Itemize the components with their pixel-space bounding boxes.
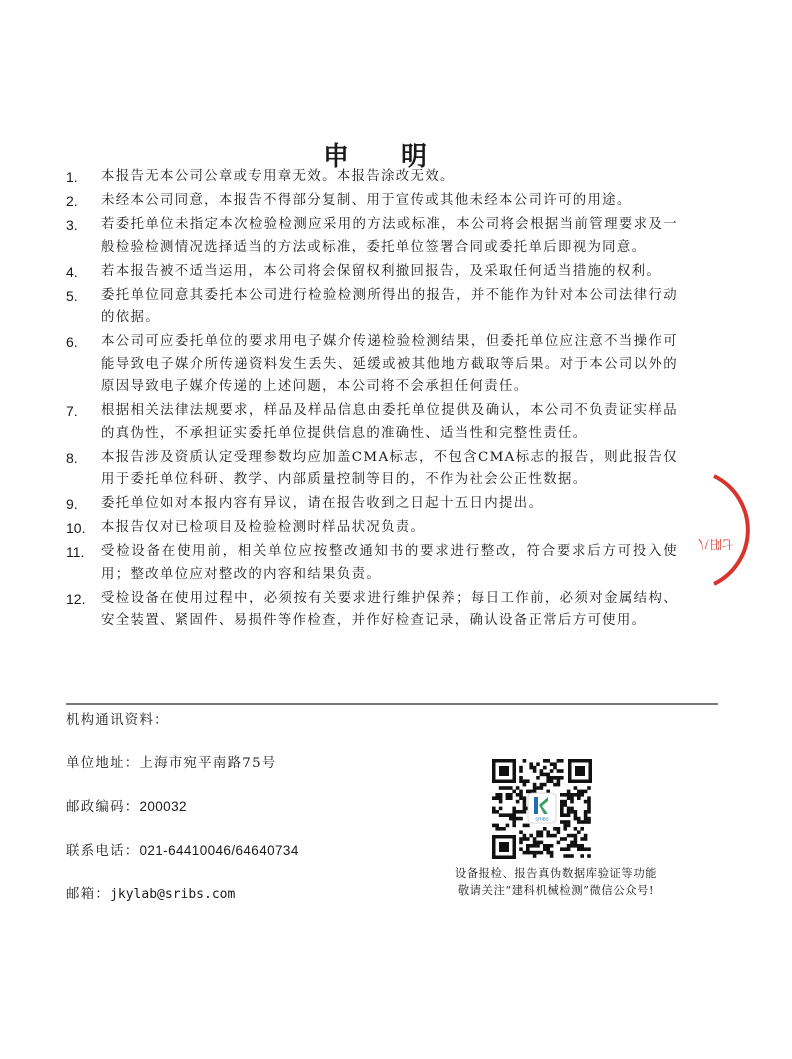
qr-module bbox=[523, 837, 527, 841]
qr-module bbox=[526, 844, 530, 848]
qr-module bbox=[567, 807, 571, 811]
qr-module bbox=[509, 813, 513, 817]
qr-module bbox=[546, 844, 550, 848]
qr-module bbox=[574, 813, 578, 817]
qr-module bbox=[584, 847, 588, 851]
qr-module bbox=[587, 820, 591, 824]
qr-module bbox=[577, 844, 581, 848]
qr-module bbox=[563, 800, 567, 804]
qr-module bbox=[509, 817, 513, 821]
qr-module bbox=[516, 817, 520, 821]
qr-module bbox=[580, 793, 584, 797]
qr-module bbox=[523, 803, 527, 807]
qr-module bbox=[536, 834, 540, 838]
qr-module bbox=[516, 786, 520, 790]
qr-module bbox=[570, 854, 574, 858]
page-title: 申明 bbox=[322, 142, 479, 172]
qr-module bbox=[546, 773, 550, 777]
qr-module bbox=[557, 759, 561, 763]
qr-module bbox=[577, 817, 581, 821]
qr-module bbox=[546, 847, 550, 851]
qr-module bbox=[516, 800, 520, 804]
email-label: 邮箱： bbox=[66, 887, 111, 902]
statement-number: 4. bbox=[66, 263, 78, 280]
statement-text: 委托单位同意其委托本公司进行检验检测所得出的报告，并不能作为针对本公司法律行动的依据。 bbox=[101, 287, 678, 325]
qr-module bbox=[529, 844, 533, 848]
statement-text: 受检设备在使用过程中，必须按有关要求进行维护保养；每日工作前，必须对金属结构、安全装置、紧固件、易损件等作检查，并作好检查记录，确认设备正常后方可使用。 bbox=[101, 590, 678, 628]
qr-module bbox=[495, 796, 499, 800]
statement-number: 7. bbox=[66, 403, 78, 419]
qr-module bbox=[580, 844, 584, 848]
address-value: 上海市宛平南路75号 bbox=[139, 756, 277, 771]
statement-item bbox=[66, 190, 678, 213]
qr-module bbox=[580, 837, 584, 841]
qr-module bbox=[499, 793, 503, 797]
statement-number: 12. bbox=[66, 590, 86, 607]
sribs-logo-icon bbox=[528, 793, 556, 823]
contact-phone bbox=[66, 840, 299, 859]
qr-module bbox=[543, 759, 547, 763]
qr-module bbox=[506, 813, 510, 817]
qr-module bbox=[516, 793, 520, 797]
qr-module bbox=[536, 851, 540, 855]
qr-module bbox=[584, 834, 588, 838]
qr-module bbox=[540, 769, 544, 773]
qr-module bbox=[512, 824, 516, 828]
qr-module bbox=[560, 776, 564, 780]
qr-module bbox=[536, 776, 540, 780]
qr-module bbox=[533, 837, 537, 841]
qr-module bbox=[533, 841, 537, 845]
qr-module bbox=[574, 841, 578, 845]
red-seal-stamp bbox=[697, 470, 792, 590]
qr-module bbox=[563, 813, 567, 817]
qr-module bbox=[577, 790, 581, 794]
contact-email bbox=[66, 883, 235, 902]
qr-module bbox=[512, 820, 516, 824]
qr-module bbox=[574, 834, 578, 838]
contact-address bbox=[66, 752, 277, 771]
qr-module bbox=[574, 844, 578, 848]
qr-module bbox=[574, 810, 578, 814]
statement-number: 1. bbox=[66, 169, 78, 185]
qr-module bbox=[502, 827, 506, 831]
qr-module bbox=[502, 813, 506, 817]
statement-text: 本报告涉及资质认定受理参数均应加盖CMA标志，不包含CMA标志的报告，则此报告仅用于委托单位科研、教学、内部质量控制等目的，不作为社会公正性数据。 bbox=[101, 449, 678, 487]
qr-module bbox=[570, 793, 574, 797]
qr-module bbox=[563, 824, 567, 828]
statement-text: 委托单位如对本报内容有异议，请在报告收到之日起十五日内提出。 bbox=[101, 496, 544, 511]
statement-item bbox=[66, 166, 678, 189]
qr-module bbox=[553, 783, 557, 787]
qr-module bbox=[543, 844, 547, 848]
qr-module bbox=[587, 847, 591, 851]
qr-module bbox=[523, 807, 527, 811]
qr-module bbox=[519, 830, 523, 834]
qr-module bbox=[512, 817, 516, 821]
qr-module bbox=[584, 813, 588, 817]
qr-module bbox=[540, 834, 544, 838]
qr-module bbox=[533, 766, 537, 770]
qr-module bbox=[570, 844, 574, 848]
qr-finder-top-left bbox=[492, 759, 516, 783]
statement-number: 2. bbox=[66, 193, 78, 209]
qr-module bbox=[580, 827, 584, 831]
qr-module bbox=[553, 766, 557, 770]
qr-caption-line-1: 设备报检、报告真伪数据库验证等功能 bbox=[454, 867, 658, 880]
qr-module bbox=[506, 786, 510, 790]
qr-module bbox=[574, 793, 578, 797]
qr-module bbox=[543, 773, 547, 777]
qr-module bbox=[536, 786, 540, 790]
qr-finder-top-right bbox=[568, 759, 592, 783]
qr-module bbox=[512, 790, 516, 794]
qr-module bbox=[533, 851, 537, 855]
qr-module bbox=[577, 793, 581, 797]
qr-module bbox=[550, 762, 554, 766]
qr-module bbox=[563, 847, 567, 851]
qr-module bbox=[567, 796, 571, 800]
qr-module bbox=[570, 796, 574, 800]
qr-module bbox=[499, 796, 503, 800]
qr-module bbox=[553, 776, 557, 780]
qr-module bbox=[553, 834, 557, 838]
qr-module bbox=[560, 820, 564, 824]
qr-module bbox=[580, 854, 584, 858]
qr-module bbox=[560, 793, 564, 797]
statement-item bbox=[66, 447, 678, 492]
qr-module bbox=[492, 796, 496, 800]
qr-module bbox=[499, 800, 503, 804]
qr-module bbox=[519, 769, 523, 773]
qr-module bbox=[557, 841, 561, 845]
qr-module bbox=[563, 803, 567, 807]
qr-module bbox=[567, 847, 571, 851]
qr-module bbox=[519, 766, 523, 770]
statement-list bbox=[66, 166, 678, 634]
qr-module bbox=[502, 786, 506, 790]
statement-number: 5. bbox=[66, 287, 78, 304]
qr-module bbox=[512, 810, 516, 814]
qr-module bbox=[523, 759, 527, 763]
qr-module bbox=[523, 796, 527, 800]
qr-module bbox=[543, 766, 547, 770]
qr-module bbox=[512, 813, 516, 817]
qr-module bbox=[519, 790, 523, 794]
qr-module bbox=[553, 827, 557, 831]
qr-module bbox=[533, 783, 537, 787]
qr-module bbox=[580, 847, 584, 851]
qr-module bbox=[506, 793, 510, 797]
qr-module bbox=[584, 817, 588, 821]
qr-module bbox=[570, 807, 574, 811]
qr-module bbox=[519, 810, 523, 814]
qr-module bbox=[546, 830, 550, 834]
qr-module bbox=[570, 841, 574, 845]
qr-module bbox=[560, 807, 564, 811]
statement-item bbox=[66, 285, 678, 330]
statement-number: 11. bbox=[66, 544, 85, 560]
qr-module bbox=[580, 790, 584, 794]
qr-module bbox=[550, 779, 554, 783]
qr-module bbox=[519, 837, 523, 841]
qr-module bbox=[523, 824, 527, 828]
qr-module bbox=[560, 769, 564, 773]
qr-module bbox=[519, 776, 523, 780]
qr-module bbox=[546, 779, 550, 783]
qr-module bbox=[584, 800, 588, 804]
qr-module bbox=[506, 796, 510, 800]
qr-module bbox=[563, 793, 567, 797]
contact-heading: 机构通讯资料： bbox=[66, 713, 169, 728]
qr-module bbox=[577, 820, 581, 824]
statement-item bbox=[66, 493, 678, 516]
qr-module bbox=[536, 762, 540, 766]
qr-module bbox=[563, 854, 567, 858]
qr-module bbox=[560, 800, 564, 804]
qr-module bbox=[546, 834, 550, 838]
qr-module bbox=[546, 851, 550, 855]
qr-module bbox=[523, 851, 527, 855]
qr-module bbox=[557, 779, 561, 783]
qr-module bbox=[540, 783, 544, 787]
qr-module bbox=[540, 773, 544, 777]
statement-number: 3. bbox=[66, 217, 78, 233]
qr-module bbox=[567, 854, 571, 858]
qr-module bbox=[550, 851, 554, 855]
qr-module bbox=[587, 817, 591, 821]
statement-item bbox=[66, 400, 678, 445]
qr-module bbox=[557, 776, 561, 780]
qr-module bbox=[536, 841, 540, 845]
statement-text: 本报告无本公司公章或专用章无效。本报告涂改无效。 bbox=[101, 169, 455, 184]
qr-module bbox=[550, 844, 554, 848]
qr-module bbox=[526, 824, 530, 828]
qr-module bbox=[523, 810, 527, 814]
qr-module bbox=[584, 837, 588, 841]
qr-module bbox=[567, 844, 571, 848]
qr-module bbox=[557, 827, 561, 831]
qr-module bbox=[509, 786, 513, 790]
qr-module bbox=[560, 813, 564, 817]
qr-module bbox=[540, 841, 544, 845]
qr-module bbox=[557, 783, 561, 787]
statement-item bbox=[66, 261, 678, 284]
statement-item bbox=[66, 331, 678, 399]
qr-code-icon bbox=[490, 757, 594, 861]
qr-module bbox=[587, 810, 591, 814]
qr-module bbox=[526, 847, 530, 851]
qr-module bbox=[563, 820, 567, 824]
qr-module bbox=[506, 824, 510, 828]
qr-module bbox=[523, 779, 527, 783]
statement-item bbox=[66, 214, 678, 259]
qr-module bbox=[543, 783, 547, 787]
statement-number: 9. bbox=[66, 496, 78, 512]
qr-module bbox=[540, 830, 544, 834]
qr-module bbox=[574, 827, 578, 831]
qr-module bbox=[529, 762, 533, 766]
qr-module bbox=[495, 824, 499, 828]
statement-text: 未经本公司同意，本报告不得部分复制、用于宣传或其他未经本公司许可的用途。 bbox=[101, 193, 632, 208]
qr-module bbox=[550, 854, 554, 858]
qr-module bbox=[519, 817, 523, 821]
qr-module bbox=[570, 834, 574, 838]
qr-module bbox=[546, 759, 550, 763]
qr-module bbox=[492, 810, 496, 814]
qr-caption-line-2: 敬请关注“建科机械检测”微信公众号! bbox=[457, 883, 655, 897]
qr-module bbox=[550, 776, 554, 780]
section-divider bbox=[66, 703, 718, 705]
logo-text: SRIBS bbox=[535, 816, 549, 822]
qr-module bbox=[523, 834, 527, 838]
qr-module bbox=[563, 827, 567, 831]
statement-item bbox=[66, 541, 678, 586]
qr-module bbox=[546, 776, 550, 780]
statement-item bbox=[66, 517, 678, 540]
qr-module bbox=[580, 820, 584, 824]
qr-module bbox=[533, 769, 537, 773]
qr-module bbox=[519, 841, 523, 845]
qr-module bbox=[587, 854, 591, 858]
qr-caption bbox=[436, 866, 676, 899]
qr-module bbox=[567, 790, 571, 794]
qr-module bbox=[550, 769, 554, 773]
qr-module bbox=[499, 827, 503, 831]
qr-module bbox=[570, 810, 574, 814]
qr-module bbox=[536, 844, 540, 848]
statement-number: 8. bbox=[66, 449, 78, 466]
qr-module bbox=[536, 830, 540, 834]
qr-module bbox=[574, 786, 578, 790]
phone-value: 021-64410046/64640734 bbox=[139, 843, 299, 858]
qr-module bbox=[523, 783, 527, 787]
qr-module bbox=[499, 786, 503, 790]
qr-module bbox=[584, 820, 588, 824]
qr-module bbox=[495, 827, 499, 831]
qr-module bbox=[540, 786, 544, 790]
seal-text: 七阳八 bbox=[697, 537, 734, 551]
qr-module bbox=[560, 837, 564, 841]
qr-module bbox=[499, 807, 503, 811]
qr-module bbox=[512, 807, 516, 811]
qr-module bbox=[584, 810, 588, 814]
qr-module bbox=[495, 810, 499, 814]
statement-text: 根据相关法律法规要求，样品及样品信息由委托单位提供及确认，本公司不负责证实样品的真伪性，不承担证实委托单位提供信息的准确性、适当性和完整性责任。 bbox=[101, 403, 678, 441]
qr-module bbox=[587, 800, 591, 804]
postcode-value: 200032 bbox=[139, 799, 187, 814]
qr-module bbox=[567, 824, 571, 828]
qr-module bbox=[557, 830, 561, 834]
statement-text: 若本报告被不适当运用，本公司将会保留权利撤回报告，及采取任何适当措施的权利。 bbox=[101, 263, 662, 279]
qr-module bbox=[567, 810, 571, 814]
qr-module bbox=[526, 790, 530, 794]
statement-text: 若委托单位未指定本次检验检测应采用的方法或标准，本公司将会根据当前管理要求及一般检验检测情况选择适当的方法或标准，委托单位签署合同或委托单后即视为同意。 bbox=[101, 217, 678, 255]
qr-module bbox=[516, 810, 520, 814]
qr-module bbox=[587, 786, 591, 790]
statement-number: 6. bbox=[66, 334, 78, 350]
qr-module bbox=[519, 779, 523, 783]
qr-module bbox=[529, 851, 533, 855]
qr-module bbox=[563, 837, 567, 841]
qr-module bbox=[526, 779, 530, 783]
qr-module bbox=[557, 769, 561, 773]
wechat-qr-code[interactable] bbox=[490, 757, 594, 861]
qr-module bbox=[574, 837, 578, 841]
qr-module bbox=[584, 790, 588, 794]
qr-module bbox=[492, 807, 496, 811]
qr-module bbox=[567, 813, 571, 817]
qr-module bbox=[543, 847, 547, 851]
qr-module bbox=[519, 796, 523, 800]
statement-text: 本公司可应委托单位的要求用电子媒介传递检验检测结果，但委托单位应注意不当操作可能导致电子媒介所传递资料发生丢失、延缓或被其他地方截取等后果。对于本公司以外的原因导致电子媒介传递的上述问题，本公司将不会承担任何责任。 bbox=[101, 334, 678, 394]
qr-module bbox=[567, 793, 571, 797]
statement-item bbox=[66, 588, 678, 633]
qr-module bbox=[560, 759, 564, 763]
qr-module bbox=[550, 834, 554, 838]
qr-module bbox=[577, 830, 581, 834]
contact-postcode bbox=[66, 796, 187, 815]
qr-module bbox=[533, 786, 537, 790]
qr-module bbox=[574, 817, 578, 821]
qr-module bbox=[560, 847, 564, 851]
qr-module bbox=[543, 827, 547, 831]
qr-finder-bottom-left bbox=[492, 835, 516, 859]
statement-text: 本报告仅对已检项目及检验检测时样品状况负责。 bbox=[101, 520, 426, 535]
qr-module bbox=[495, 793, 499, 797]
qr-module bbox=[567, 834, 571, 838]
address-label: 单位地址： bbox=[66, 756, 140, 771]
qr-module bbox=[492, 824, 496, 828]
qr-module bbox=[570, 800, 574, 804]
qr-module bbox=[499, 813, 503, 817]
statement-number: 10. bbox=[66, 520, 86, 536]
email-value[interactable]: jkylab@sribs.com bbox=[110, 887, 236, 902]
qr-module bbox=[560, 810, 564, 814]
qr-module bbox=[533, 854, 537, 858]
phone-label: 联系电话： bbox=[66, 844, 140, 859]
qr-module bbox=[526, 851, 530, 855]
qr-module bbox=[577, 796, 581, 800]
qr-module bbox=[509, 796, 513, 800]
qr-module bbox=[587, 796, 591, 800]
qr-module bbox=[533, 844, 537, 848]
statement-text: 受检设备在使用前，相关单位应按整改通知书的要求进行整改，符合要求后方可投入使用；整改单位应对整改的内容和结果负责。 bbox=[101, 544, 678, 582]
qr-module bbox=[523, 800, 527, 804]
qr-module bbox=[577, 847, 581, 851]
qr-module bbox=[529, 766, 533, 770]
qr-module bbox=[540, 851, 544, 855]
qr-module bbox=[526, 837, 530, 841]
qr-module bbox=[553, 762, 557, 766]
qr-module bbox=[509, 793, 513, 797]
qr-module bbox=[587, 803, 591, 807]
qr-module bbox=[529, 834, 533, 838]
qr-module bbox=[567, 820, 571, 824]
postcode-label: 邮政编码： bbox=[66, 800, 140, 815]
qr-module bbox=[560, 803, 564, 807]
qr-module bbox=[519, 847, 523, 851]
qr-module bbox=[587, 807, 591, 811]
qr-module bbox=[519, 793, 523, 797]
